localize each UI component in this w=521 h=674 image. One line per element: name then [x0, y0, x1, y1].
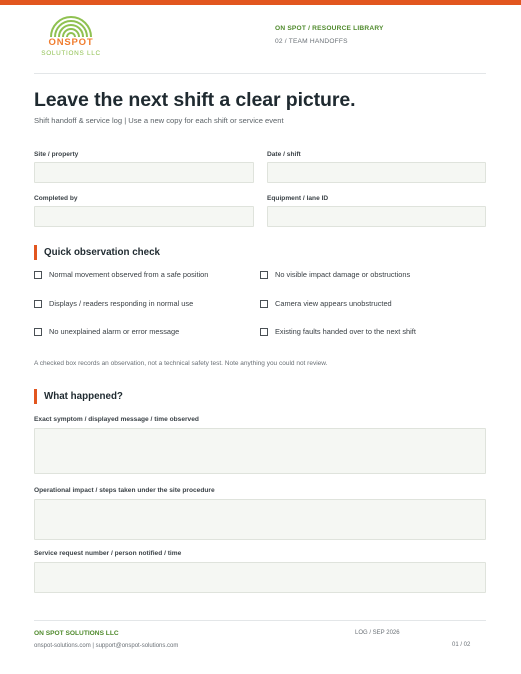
check-item[interactable]: [34, 299, 193, 308]
footer-log: LOG / SEP 2026: [355, 630, 400, 636]
equipment-label: Equipment / lane ID: [267, 195, 329, 202]
company-logo: [36, 12, 106, 57]
impact-label: Operational impact / steps taken under the site procedure: [34, 487, 215, 494]
page-subtitle: Shift handoff & service log | Use a new copy for each shift or service event: [34, 116, 284, 125]
service-request-field[interactable]: [34, 562, 486, 593]
header-eyebrow: ON SPOT / RESOURCE LIBRARY: [275, 25, 384, 32]
check-item[interactable]: [260, 270, 410, 279]
checkbox[interactable]: [34, 271, 42, 279]
date-label: Date / shift: [267, 151, 301, 158]
site-label: Site / property: [34, 151, 79, 158]
service-request-label: Service request number / person notified / time: [34, 550, 182, 557]
logo-name: ONSPOT: [48, 37, 94, 48]
check-label: Displays / readers responding in normal use: [49, 299, 194, 308]
checkbox[interactable]: [34, 300, 42, 308]
page-number: 01 / 02: [452, 642, 471, 648]
header-sub: 02 / TEAM HANDOFFS: [275, 38, 348, 45]
symptom-field[interactable]: [34, 428, 486, 474]
footer-left: [34, 630, 178, 649]
check-label: No visible impact damage or obstructions: [275, 270, 411, 279]
site-field[interactable]: [34, 162, 254, 183]
observation-section-title: Quick observation check: [44, 247, 160, 258]
completed-label: Completed by: [34, 195, 78, 202]
check-label: No unexplained alarm or error message: [49, 327, 180, 336]
happened-section-heading: [34, 389, 123, 404]
equipment-field[interactable]: [267, 206, 486, 227]
check-label: Normal movement observed from a safe position: [49, 270, 209, 279]
check-item[interactable]: [260, 299, 392, 308]
footer-brand: ON SPOT SOLUTIONS LLC: [34, 630, 119, 637]
checkbox[interactable]: [260, 300, 268, 308]
impact-field[interactable]: [34, 499, 486, 540]
happened-section-title: What happened?: [44, 391, 123, 402]
checkbox[interactable]: [260, 271, 268, 279]
check-label: Existing faults handed over to the next shift: [275, 327, 416, 336]
check-item[interactable]: [34, 270, 208, 279]
footer-divider: [34, 620, 486, 621]
check-item[interactable]: [260, 327, 416, 336]
header-meta: [275, 25, 384, 45]
symptom-label: Exact symptom / displayed message / time observed: [34, 416, 199, 423]
observation-note: A checked box records an observation, not a technical safety test. Note anything you could not review.: [34, 360, 328, 367]
check-item[interactable]: [34, 327, 179, 336]
observation-section-heading: [34, 245, 160, 260]
check-label: Camera view appears unobstructed: [275, 299, 392, 308]
logo-subtitle: SOLUTIONS LLC: [41, 50, 101, 57]
completed-field[interactable]: [34, 206, 254, 227]
date-field[interactable]: [267, 162, 486, 183]
checkbox[interactable]: [34, 328, 42, 336]
header-divider: [34, 73, 486, 74]
page-title: Leave the next shift a clear picture.: [34, 89, 356, 111]
top-accent-bar: [0, 0, 521, 5]
footer-contact: onspot-solutions.com | support@onspot-solutions.com: [34, 643, 179, 649]
checkbox[interactable]: [260, 328, 268, 336]
rainbow-arcs-icon: [48, 12, 94, 38]
